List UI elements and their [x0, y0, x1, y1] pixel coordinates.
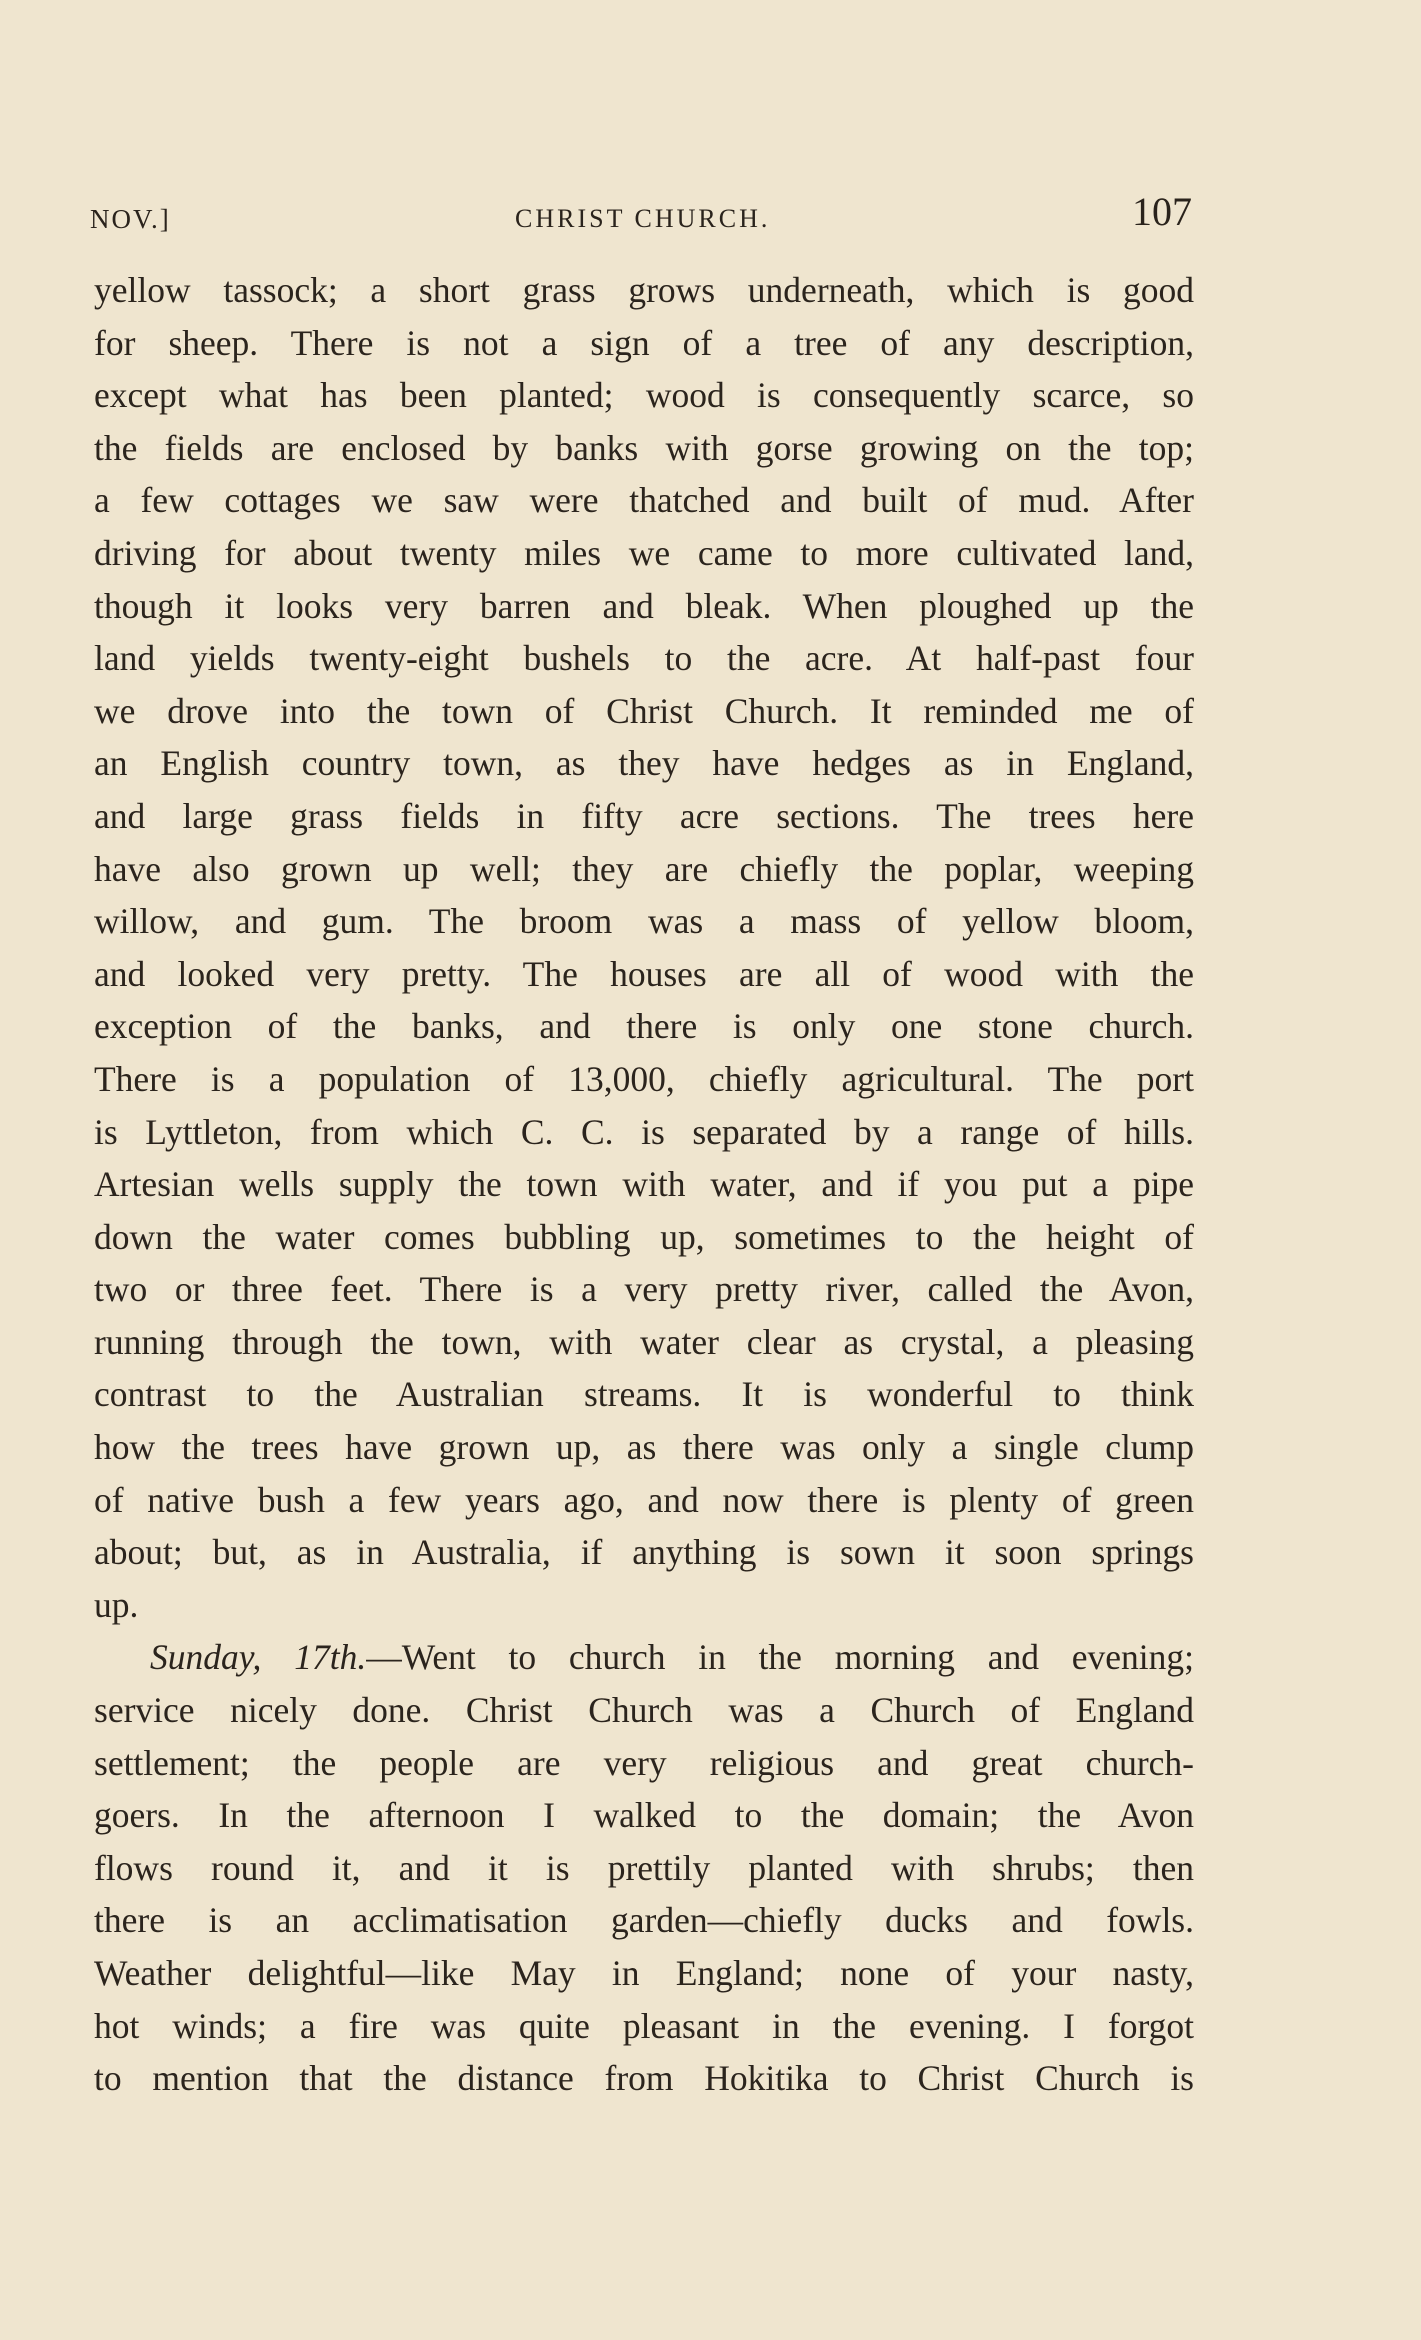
- running-header: [90, 188, 1190, 248]
- text-line: to mention that the distance from Hokitika to Christ Church is: [94, 2058, 1194, 2099]
- text-line: Artesian wells supply the town with water, and if you put a pipe: [94, 1164, 1194, 1205]
- text-line: settlement; the people are very religious and great church-: [94, 1742, 1194, 1783]
- text-line: down the water comes bubbling up, sometimes to the height of: [94, 1216, 1194, 1257]
- text-line: two or three feet. There is a very pretty river, called the Avon,: [94, 1269, 1194, 1310]
- text-line: driving for about twenty miles we came to more cultivated land,: [94, 532, 1194, 573]
- text-line: how the trees have grown up, as there was only a single clump: [94, 1427, 1194, 1468]
- entry-date: 17th.: [294, 1637, 367, 1678]
- text-line: hot winds; a fire was quite pleasant in the evening. I forgot: [94, 2005, 1194, 2046]
- text-line: we drove into the town of Christ Church. It reminded me of: [94, 690, 1194, 731]
- text-line: up.: [94, 1584, 139, 1625]
- header-title: CHRIST CHURCH.: [515, 204, 771, 233]
- text-line: running through the town, with water clear as crystal, a pleasing: [94, 1321, 1194, 1362]
- text-line: exception of the banks, and there is only one stone church.: [94, 1006, 1194, 1047]
- text-line: the fields are enclosed by banks with gorse growing on the top;: [94, 427, 1194, 468]
- text-line: though it looks very barren and bleak. When ploughed up the: [94, 585, 1194, 626]
- entry-text: —Went to church in the morning and evening;: [366, 1637, 1195, 1678]
- text-line: an English country town, as they have hedges as in England,: [94, 743, 1194, 784]
- text-line: except what has been planted; wood is consequently scarce, so: [94, 375, 1194, 416]
- body-text: [94, 264, 1194, 2105]
- text-line-dated: [94, 1631, 1194, 1684]
- text-line: about; but, as in Australia, if anything is sown it soon springs: [94, 1532, 1194, 1573]
- text-line: there is an acclimatisation garden—chiefly ducks and fowls.: [94, 1900, 1194, 1941]
- text-line: service nicely done. Christ Church was a Church of England: [94, 1690, 1194, 1731]
- text-line: for sheep. There is not a sign of a tree of any description,: [94, 322, 1194, 363]
- paragraph-1: [94, 264, 1194, 1631]
- text-line: goers. In the afternoon I walked to the domain; the Avon: [94, 1795, 1194, 1836]
- paragraph-2: [94, 1631, 1194, 2104]
- text-line: and large grass fields in fifty acre sections. The trees here: [94, 795, 1194, 836]
- text-line: have also grown up well; they are chiefly the poplar, weeping: [94, 848, 1194, 889]
- text-line: flows round it, and it is prettily planted with shrubs; then: [94, 1847, 1194, 1888]
- text-line: and looked very pretty. The houses are all of wood with the: [94, 953, 1194, 994]
- page-number: 107: [1132, 189, 1192, 234]
- text-line: is Lyttleton, from which C. C. is separated by a range of hills.: [94, 1111, 1194, 1152]
- text-line: Weather delightful—like May in England; none of your nasty,: [94, 1953, 1194, 1993]
- text-line: yellow tassock; a short grass grows underneath, which is good: [94, 270, 1194, 310]
- text-line: a few cottages we saw were thatched and built of mud. After: [94, 480, 1194, 521]
- text-line: contrast to the Australian streams. It is wonderful to think: [94, 1374, 1194, 1415]
- text-line: There is a population of 13,000, chiefly agricultural. The port: [94, 1058, 1194, 1099]
- entry-day: Sunday,: [150, 1637, 262, 1678]
- header-month: NOV.]: [90, 204, 171, 234]
- text-line: willow, and gum. The broom was a mass of yellow bloom,: [94, 901, 1194, 942]
- text-line: land yields twenty-eight bushels to the acre. At half-past four: [94, 638, 1194, 679]
- text-line: of native bush a few years ago, and now there is plenty of green: [94, 1479, 1194, 1520]
